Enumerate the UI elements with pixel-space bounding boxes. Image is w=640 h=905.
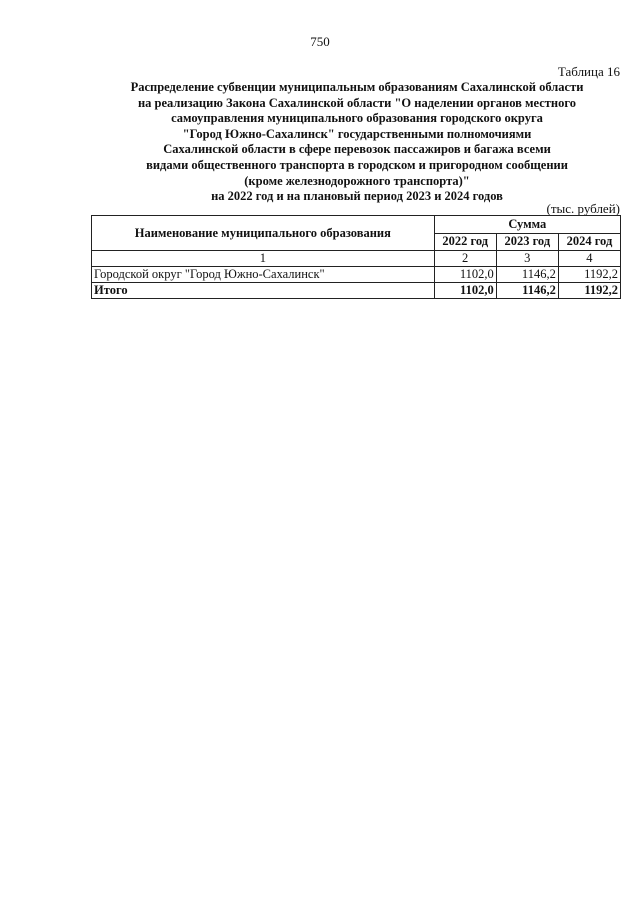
header-sum: Сумма xyxy=(434,216,620,234)
table-label: Таблица 16 xyxy=(557,64,620,79)
value-2023: 1146,2 xyxy=(496,267,558,283)
title-line: "Город Южно-Сахалинск" государственными полномочиями xyxy=(182,126,532,141)
page-number: 750 xyxy=(310,34,330,49)
title-line: видами общественного транспорта в городском и пригородном сообщении xyxy=(146,157,568,172)
header-year-2024: 2024 год xyxy=(558,233,620,251)
column-number: 4 xyxy=(558,251,620,267)
title-line: Сахалинской области в сфере перевозок пассажиров и багажа всеми xyxy=(163,142,551,157)
value-2022: 1102,0 xyxy=(434,267,496,283)
header-municipality-name: Наименование муниципального образования xyxy=(92,216,435,251)
column-number: 2 xyxy=(434,251,496,267)
column-number-row xyxy=(92,251,621,267)
header-year-2023: 2023 год xyxy=(496,233,558,251)
value-2024: 1192,2 xyxy=(558,267,620,283)
document-title xyxy=(92,80,622,205)
column-number: 1 xyxy=(92,251,435,267)
title-line: Распределение субвенции муниципальным образованиям Сахалинской области xyxy=(130,80,584,94)
subvention-table xyxy=(91,215,621,299)
title-line: (кроме железнодорожного транспорта)" xyxy=(244,173,470,188)
table-row xyxy=(92,267,621,283)
table-header-row xyxy=(92,216,621,234)
title-line: на реализацию Закона Сахалинской области "О наделении органов местного xyxy=(137,95,576,110)
title-line: самоуправления муниципального образования городского округа xyxy=(171,111,543,126)
units-label: (тыс. рублей) xyxy=(546,201,620,216)
total-label: Итого xyxy=(92,283,435,299)
column-number: 3 xyxy=(496,251,558,267)
total-2023: 1146,2 xyxy=(496,283,558,299)
total-2022: 1102,0 xyxy=(434,283,496,299)
total-row xyxy=(92,283,621,299)
title-line: на 2022 год и на плановый период 2023 и 2024 годов xyxy=(211,189,503,204)
municipality-name: Городской округ "Город Южно-Сахалинск" xyxy=(92,267,435,283)
total-2024: 1192,2 xyxy=(558,283,620,299)
header-year-2022: 2022 год xyxy=(434,233,496,251)
